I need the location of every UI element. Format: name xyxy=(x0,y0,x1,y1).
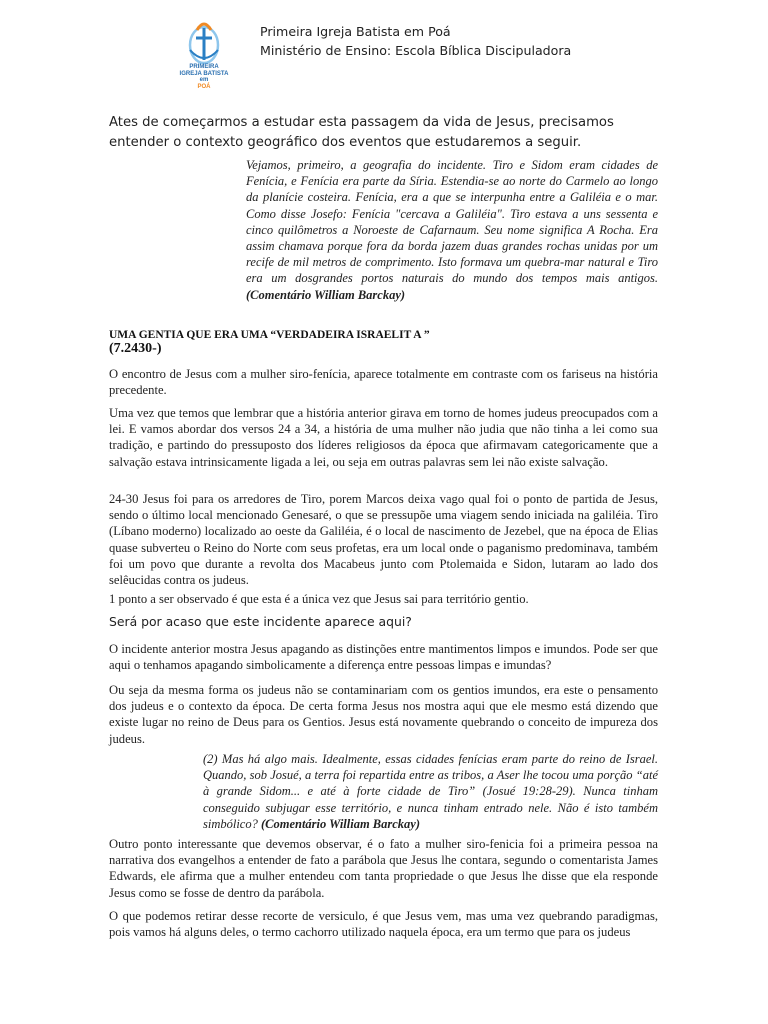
section-title: UMA GENTIA QUE ERA UMA “VERDADEIRA ISRAELIT A ” xyxy=(109,329,430,341)
logo-text-line: POÁ xyxy=(197,83,211,90)
section-reference: (7.2430-) xyxy=(109,341,162,356)
ministry-name: Ministério de Ensino: Escola Bíblica Discipuladora xyxy=(260,43,572,58)
church-logo-text xyxy=(166,64,242,90)
logo-text-line: PRIMEIRA xyxy=(189,64,219,70)
church-name: Primeira Igreja Batista em Poá xyxy=(260,24,451,39)
paragraph: Ou seja da mesma forma os judeus não se contaminariam com os gentios imundos, era este o pensamento dos judeus e o contexto da época. De certa forma Jesus nos mostra aqui que ele mesmo está dizendo que existe lugar no reino de Deus para os Gentios. Jesus está novamente quebrando o conceito de impureza dos judeus. xyxy=(109,683,658,746)
section-question: Será por acaso que este incidente aparece aqui? xyxy=(109,614,412,629)
quote-barclay-symbolic xyxy=(203,751,658,832)
quote-citation: (Comentário William Barckay) xyxy=(260,816,421,831)
intro-paragraph: Ates de começarmos a estudar esta passagem da vida de Jesus, precisamos entender o contexto geográfico dos eventos que estudaremos a seguir. xyxy=(109,115,614,150)
logo-text-line: IGREJA BATISTA xyxy=(179,70,229,77)
logo-text-line: em xyxy=(199,77,209,83)
paragraph: Uma vez que temos que lembrar que a história anterior girava em torno de homes judeus preocupados com a lei. E vamos abordar dos versos 24 a 34, a história de uma mulher não judia que não tinha a lei como sua tradição, e partindo do pressuposto dos líderes religiosos da época que afirmavam categoricamente que a salvação estava intrinsicamente ligada a lei, ou seja em outras palavras sem lei não existe salvação. xyxy=(109,406,658,469)
paragraph: O incidente anterior mostra Jesus apagando as distinções entre mantimentos limpos e imundos. Pode ser que aqui o tenhamos apagando simbolicamente a diferença entre pessoas limpas e imundas? xyxy=(109,642,658,673)
paragraph: Outro ponto interessante que devemos observar, é o fato a mulher siro-fenicia foi a primeira pessoa na narrativa dos evangelhos a entender de fato a parábola que Jesus lhe contara, segundo o comentarista James Edwards, ele afirma que a mulher entendeu com tanta propriedade o que Jesus lhe disse que ela responde Jesus como se fosse de dentro da parábola. xyxy=(109,837,658,900)
quote-text: (2) Mas há algo mais. Idealmente, essas cidades fenícias eram parte do reino de Israel. Quando, sob Josué, a terra foi repartida entre as tribos, a Aser lhe tocou uma porção “até à grande Sidom... e até à forte cidade de Tiro” (Josué 19:28-29). Nunca tinham conseguido subjugar esse território, e nunca tinham entrado nele. Não é isto também simbólico? xyxy=(203,752,658,831)
quote-citation: (Comentário William Barckay) xyxy=(246,287,406,302)
paragraph: 24-30 Jesus foi para os arredores de Tiro, porem Marcos deixa vago qual foi o ponto de partida de Jesus, sendo o último local mencionado Genesaré, o que se pressupõe uma viagem sendo iniciada na galiléia. Tiro (Líbano moderno) localizado ao oeste da Galiléia, é o local de nascimento de Jezebel, que na época de Elias quase subverteu o Reino do Norte com seus profetas, era um local onde o paganismo predominava, também foi um povo que durante a revolta dos Macabeus junto com Ptolemaida e Sidon, lutaram ao lado dos selêucidas contra os judeus. xyxy=(109,492,658,588)
quote-text: Vejamos, primeiro, a geografia do incidente. Tiro e Sidom eram cidades de Fenícia, e Fenícia era parte da Síria. Estendia-se ao norte do Carmelo ao longo da planície costeira. Fenícia, era a que se interpunha entre a Galiléia e o mar. Como disse Josefo: Fenícia "cercava a Galiléia". Tiro estava a uns sessenta e cinco quilômetros a Noroeste de Cafarnaum. Seu nome significa A Rocha. Era assim chamava porque fora da borda jazem duas grandes rochas unidas por um recife de mil metros de comprimento. Isto formava um quebra-mar natural e Tiro era um dosgrandes portos naturais do mundo dos tempos mais antigos. xyxy=(246,158,658,286)
paragraph: 1 ponto a ser observado é que esta é a única vez que Jesus sai para território gentio. xyxy=(109,592,529,606)
paragraph: O encontro de Jesus com a mulher siro-fenícia, aparece totalmente em contraste com os fariseus na história precedente. xyxy=(109,367,658,398)
paragraph: O que podemos retirar desse recorte de versiculo, é que Jesus vem, mas uma vez quebrando paradigmas, pois vamos há alguns deles, o termo cachorro utilizado naquela época, era um termo que para os judeus xyxy=(109,909,658,940)
quote-barclay-geography xyxy=(246,157,658,303)
page-header xyxy=(260,22,571,60)
